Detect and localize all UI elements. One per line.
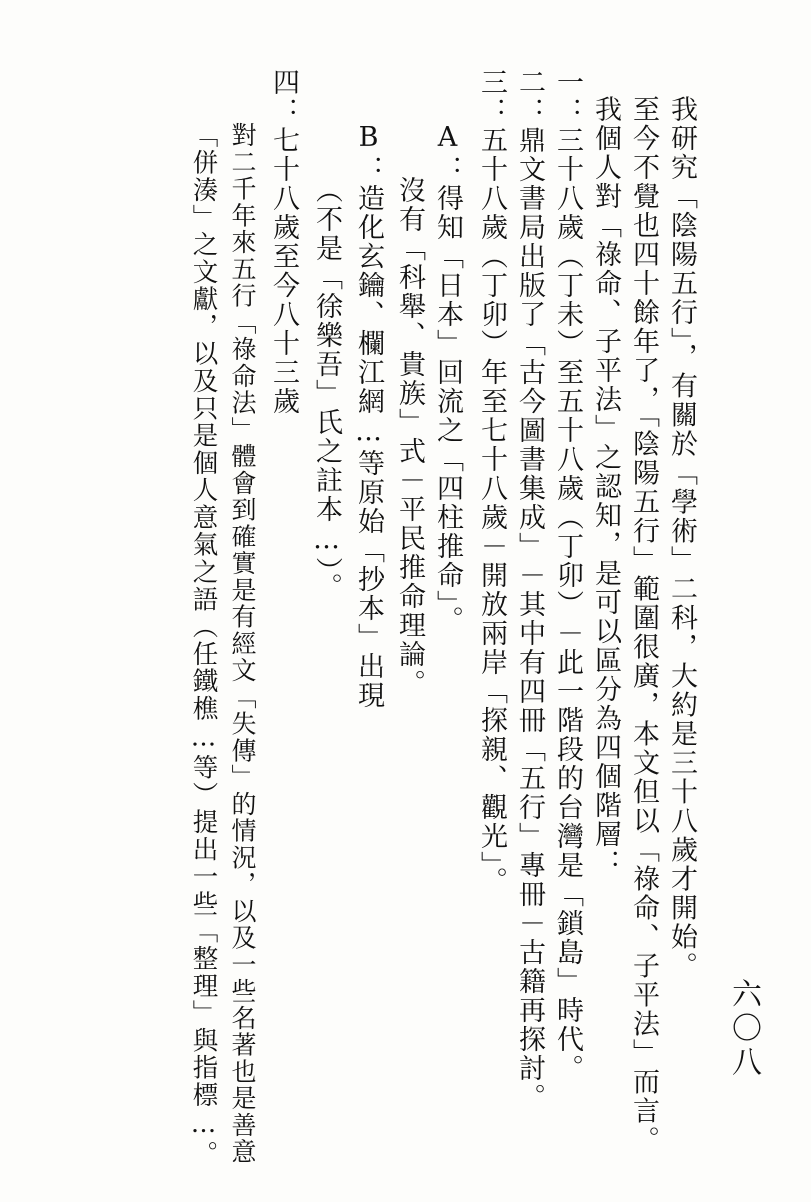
text-column-7: A：得知「日本」回流之「四柱推命」。	[432, 122, 463, 635]
text-column-2: 至今不覺也四十餘年了，「陰陽五行」範圍很廣，本文但以「祿命、子平法」而言。	[628, 95, 659, 1155]
text-column-12: 對二千年來五行「祿命法」體會到確實是有經文「失傳」的情況，以及一些名著也是善意	[228, 122, 257, 1166]
text-column-9: B：造化玄鑰、欄江網…等原始「抄本」出現	[353, 122, 384, 710]
page-number: 六〇八	[726, 978, 761, 1080]
text-column-8: 沒有「科舉、貴族」式－平民推命理論。	[394, 176, 425, 698]
text-column-13: 「併湊」之文獻，以及只是個人意氣之語（任鐵樵…等）提出一些「整理」與指標…。	[188, 122, 219, 1168]
text-column-10: （不是「徐樂吾」氏之註本…）。	[311, 176, 342, 602]
text-column-6: 三：五十八歲（丁卯）年至七十八歲－開放兩岸「探親、觀光」。	[476, 68, 507, 896]
text-column-4: 一：三十八歲（丁未）至五十八歲（丁卯）－此一階段的台灣是「鎖島」時代。	[552, 68, 583, 1083]
text-column-1: 我研究「陰陽五行」，有關於「學術」二科，大約是三十八歲才開始。	[666, 95, 697, 981]
text-column-11: 四：七十八歲至今八十三歲	[268, 68, 299, 416]
text-column-5: 二：鼎文書局出版了「古今圖書集成」－其中有四冊「五行」專冊－古籍再探討。	[514, 68, 545, 1112]
text-column-3: 我個人對「祿命、子平法」之認知，是可以區分為四個階層：	[590, 95, 621, 878]
